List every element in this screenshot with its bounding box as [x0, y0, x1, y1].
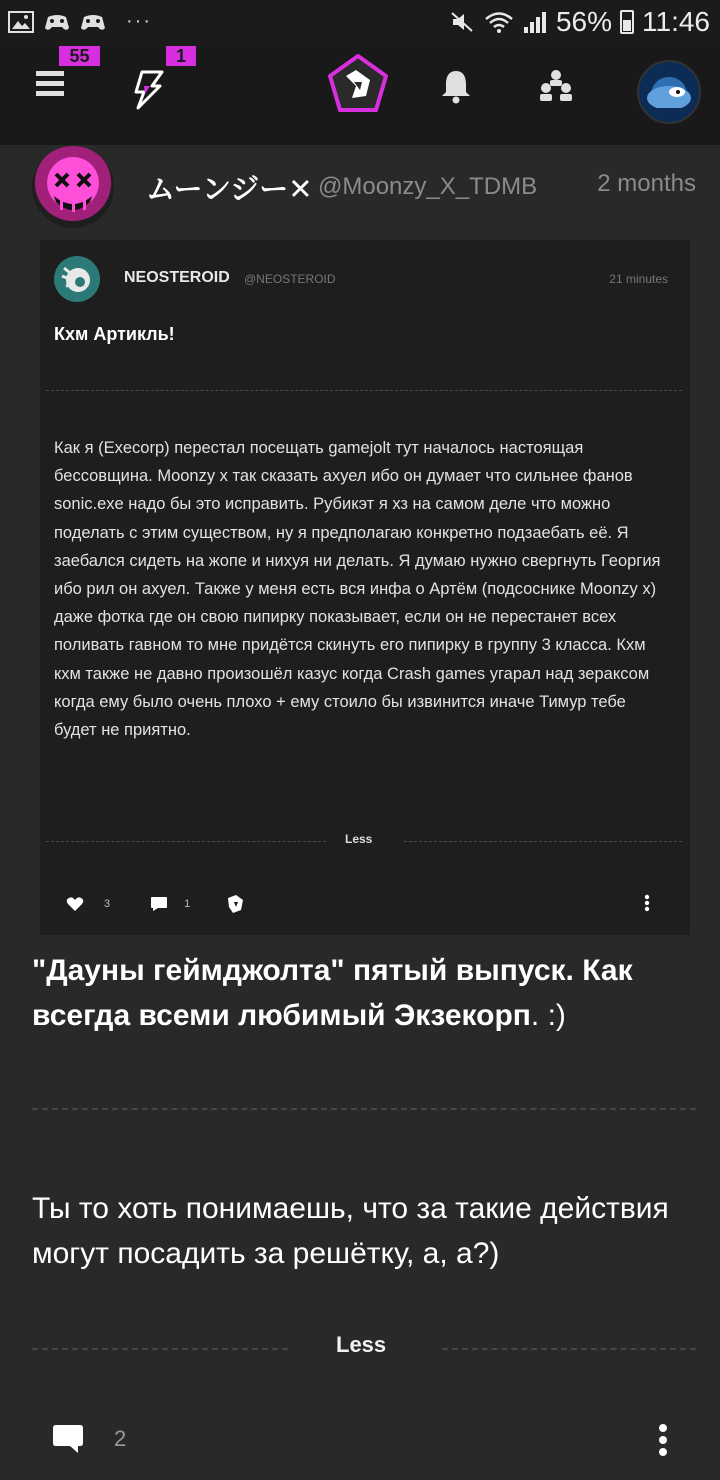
- post-headline-tail: . :): [530, 999, 566, 1032]
- gamepad-icon: [44, 11, 70, 33]
- comment-count: 2: [114, 1426, 127, 1451]
- embedded-timestamp: 21 minutes: [609, 272, 668, 286]
- post-author-avatar[interactable]: [32, 146, 114, 228]
- notifications-button[interactable]: [440, 68, 472, 109]
- author-avatar-picture: [32, 146, 114, 228]
- gamepad-icon-2: [80, 11, 106, 33]
- post-headline: [32, 948, 692, 1038]
- embedded-post-image[interactable]: [40, 240, 690, 935]
- embedded-post-body: Как я (Execorp) перестал посещать gamejolt тут началось настоящая бессовщина. Moonzy x так сказать ахуел ибо он думает что сильнее фанов sonic.exe надо бы это исправить. Рубикэт я хз на самом деле что можно поделать с этим существом, ну я предполагаю конкретно подзаебать её. Я заебался сидеть на жопе и нихуя ни делать. Я думаю нужно свергнуть Георгия ибо рил он ахуел. Также у меня есть вся инфа о Артём (подсоснике Moonzy x) даже фотка где он свою пипирку показывает, если он не перестанет всех поливать гавном то мне придётся скинуть его пипирку в группу 3 класса. Кхм кхм также не давно произошёл казус когда Crash games угарал над зераксом когда ему было очень плохо + ему стоило бы извинится иначе Тимур тебе будет не приятно.: [54, 439, 661, 740]
- gamejolt-home-button[interactable]: [326, 52, 390, 121]
- comments-button[interactable]: [52, 1424, 126, 1454]
- hamburger-icon: [34, 68, 66, 100]
- comment-bubble-icon: [52, 1424, 84, 1454]
- post-timestamp: 2 months: [597, 170, 696, 197]
- heart-icon: [66, 896, 84, 912]
- friends-button[interactable]: [538, 68, 574, 107]
- embedded-avatar-picture: [54, 256, 100, 302]
- battery-icon: [620, 10, 634, 34]
- more-notifications-indicator: ···: [126, 10, 152, 32]
- post-author-name[interactable]: ムーンジー✕: [146, 174, 313, 206]
- post-headline-bold: "Дауны геймджолта" пятый выпуск: [32, 954, 566, 987]
- embedded-post-title: Кхм Артикль!: [54, 324, 175, 344]
- embedded-comment-count: 1: [184, 898, 191, 910]
- activity-badge: 1: [166, 46, 196, 66]
- embedded-like-count: 3: [104, 898, 111, 910]
- avatar-picture: [639, 62, 699, 122]
- gamejolt-logo-icon: [326, 52, 390, 116]
- embedded-less-label: Less: [345, 832, 373, 846]
- embedded-gamejolt-icon: [226, 894, 244, 914]
- less-divider-left: [32, 1348, 288, 1350]
- status-bar: [0, 0, 720, 48]
- post-author-handle[interactable]: @Moonzy_X_TDMB: [318, 173, 538, 200]
- post-headline-rest: . Как всегда всеми любимый Экзекорп: [32, 954, 633, 1032]
- comment-icon: [150, 896, 168, 912]
- content-divider: [32, 1108, 696, 1110]
- less-divider-right: [442, 1348, 696, 1350]
- lightning-icon: [128, 70, 168, 110]
- embedded-author-handle: @NEOSTEROID: [244, 272, 336, 286]
- embedded-action-bar: [66, 894, 244, 914]
- more-vertical-icon: [658, 1424, 668, 1456]
- post-body-text: Ты то хоть понимаешь, что за такие действия могут посадить за решётку, а, а?): [32, 1192, 669, 1270]
- users-icon: [538, 68, 574, 102]
- embedded-author-avatar: [54, 256, 100, 302]
- embedded-divider-left: [46, 841, 326, 842]
- embedded-author-name: NEOSTEROID: [124, 269, 230, 286]
- activity-button[interactable]: [128, 70, 168, 115]
- mute-icon: [450, 10, 476, 34]
- wifi-icon: [484, 10, 514, 34]
- embedded-divider-right: [404, 841, 682, 842]
- less-button[interactable]: Less: [336, 1332, 387, 1357]
- menu-badge: 55: [59, 46, 100, 66]
- embedded-more-icon: [644, 894, 650, 912]
- signal-icon: [522, 10, 548, 34]
- user-avatar-button[interactable]: [637, 60, 701, 124]
- bell-icon: [440, 68, 472, 104]
- battery-percent: 56%: [555, 6, 612, 37]
- embedded-divider: [46, 390, 682, 391]
- post-more-button[interactable]: [658, 1424, 668, 1461]
- gallery-icon: [8, 11, 34, 33]
- clock: 11:46: [642, 6, 710, 37]
- menu-button[interactable]: [34, 68, 66, 105]
